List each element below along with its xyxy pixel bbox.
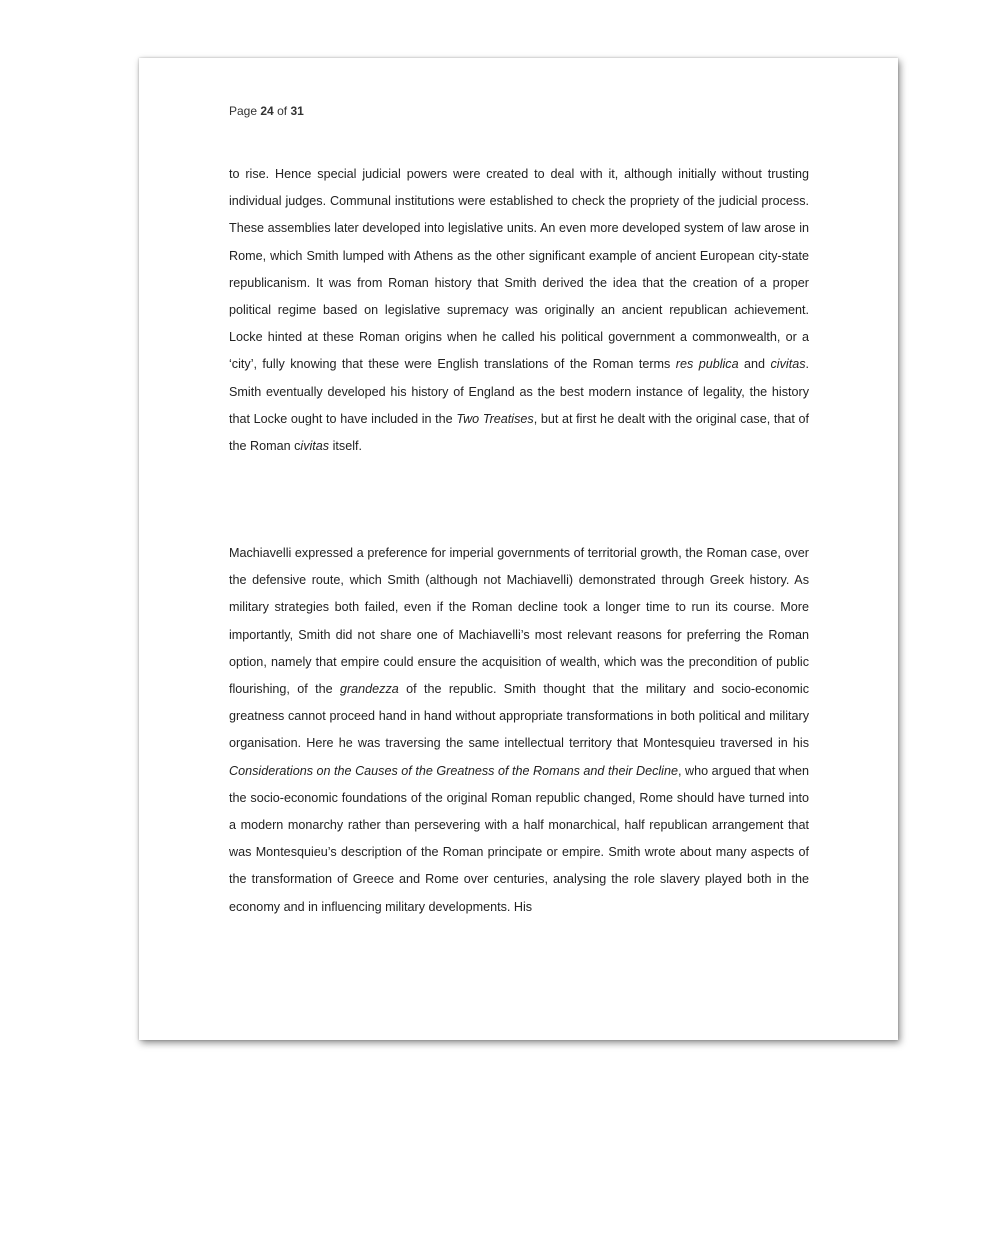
italic-text-run: Two Treatises bbox=[456, 411, 534, 426]
current-page-number: 24 bbox=[260, 104, 274, 118]
italic-text-run: res publica bbox=[675, 357, 739, 372]
body-paragraph bbox=[229, 540, 809, 921]
text-run: , but at first he dealt with the original case, that of the Roman c bbox=[229, 411, 810, 454]
italic-text-run: Considerations on the Causes of the Greatness of the Romans and their Decline bbox=[229, 763, 678, 778]
text-run: . Smith eventually developed his history of England as the best modern instance of legality, the history that Locke ought to have included in the bbox=[229, 357, 809, 426]
text-run: and bbox=[738, 357, 771, 372]
document-page bbox=[139, 58, 898, 1040]
italic-text-run: ivitas bbox=[300, 439, 330, 454]
italic-text-run: grandezza bbox=[339, 682, 399, 697]
page-of-label: of bbox=[277, 104, 288, 118]
italic-text-run: civitas bbox=[770, 357, 806, 372]
body-paragraph bbox=[229, 161, 809, 460]
text-run: Machiavelli expressed a preference for imperial governments of territorial growth, the Roman case, over the defensive route, which Smith (although not Machiavelli) demonstrated through Greek history. As military strategies both failed, even if the Roman decline took a longer time to run its course. More importantly, Smith did not share one of Machiavelli’s most relevant reasons for preferring the Roman option, namely that empire could ensure the acquisition of wealth, which was the precondition of public flourishing, of the bbox=[229, 546, 809, 697]
total-pages-number: 31 bbox=[290, 104, 304, 118]
text-run: , who argued that when the socio-economic foundations of the original Roman republic changed, Rome should have turned into a modern monarchy rather than persevering with a half monarchical, half republican arrangement that was Montesquieu’s description of the Roman principate or empire. Smith wrote about many aspects of the transformation of Greece and Rome over centuries, analysing the role slavery played both in the economy and in influencing military developments. His bbox=[229, 763, 809, 914]
text-run: to rise. Hence special judicial powers were created to deal with it, although initially without trusting individual judges. Communal institutions were established to check the propriety of the judicial process. These assemblies later developed into legislative units. An even more developed system of law arose in Rome, which Smith lumped with Athens as the other significant example of ancient European city-state republicanism. It was from Roman history that Smith derived the idea that the creation of a proper political regime based on legislative supremacy was originally an ancient republican achievement. Locke hinted at these Roman origins when he called his political government a commonwealth, or a ‘city’, fully knowing that these were English translations of the Roman terms bbox=[229, 167, 809, 372]
page-number-header bbox=[229, 103, 304, 119]
page-prefix: Page bbox=[229, 104, 258, 118]
text-run: itself. bbox=[329, 439, 363, 454]
text-run: of the republic. Smith thought that the military and socio-economic greatness cannot proceed hand in hand without appropriate transformations in both political and military organisation. Here he was traversing the same intellectual territory that Montesquieu traversed in his bbox=[229, 682, 809, 751]
